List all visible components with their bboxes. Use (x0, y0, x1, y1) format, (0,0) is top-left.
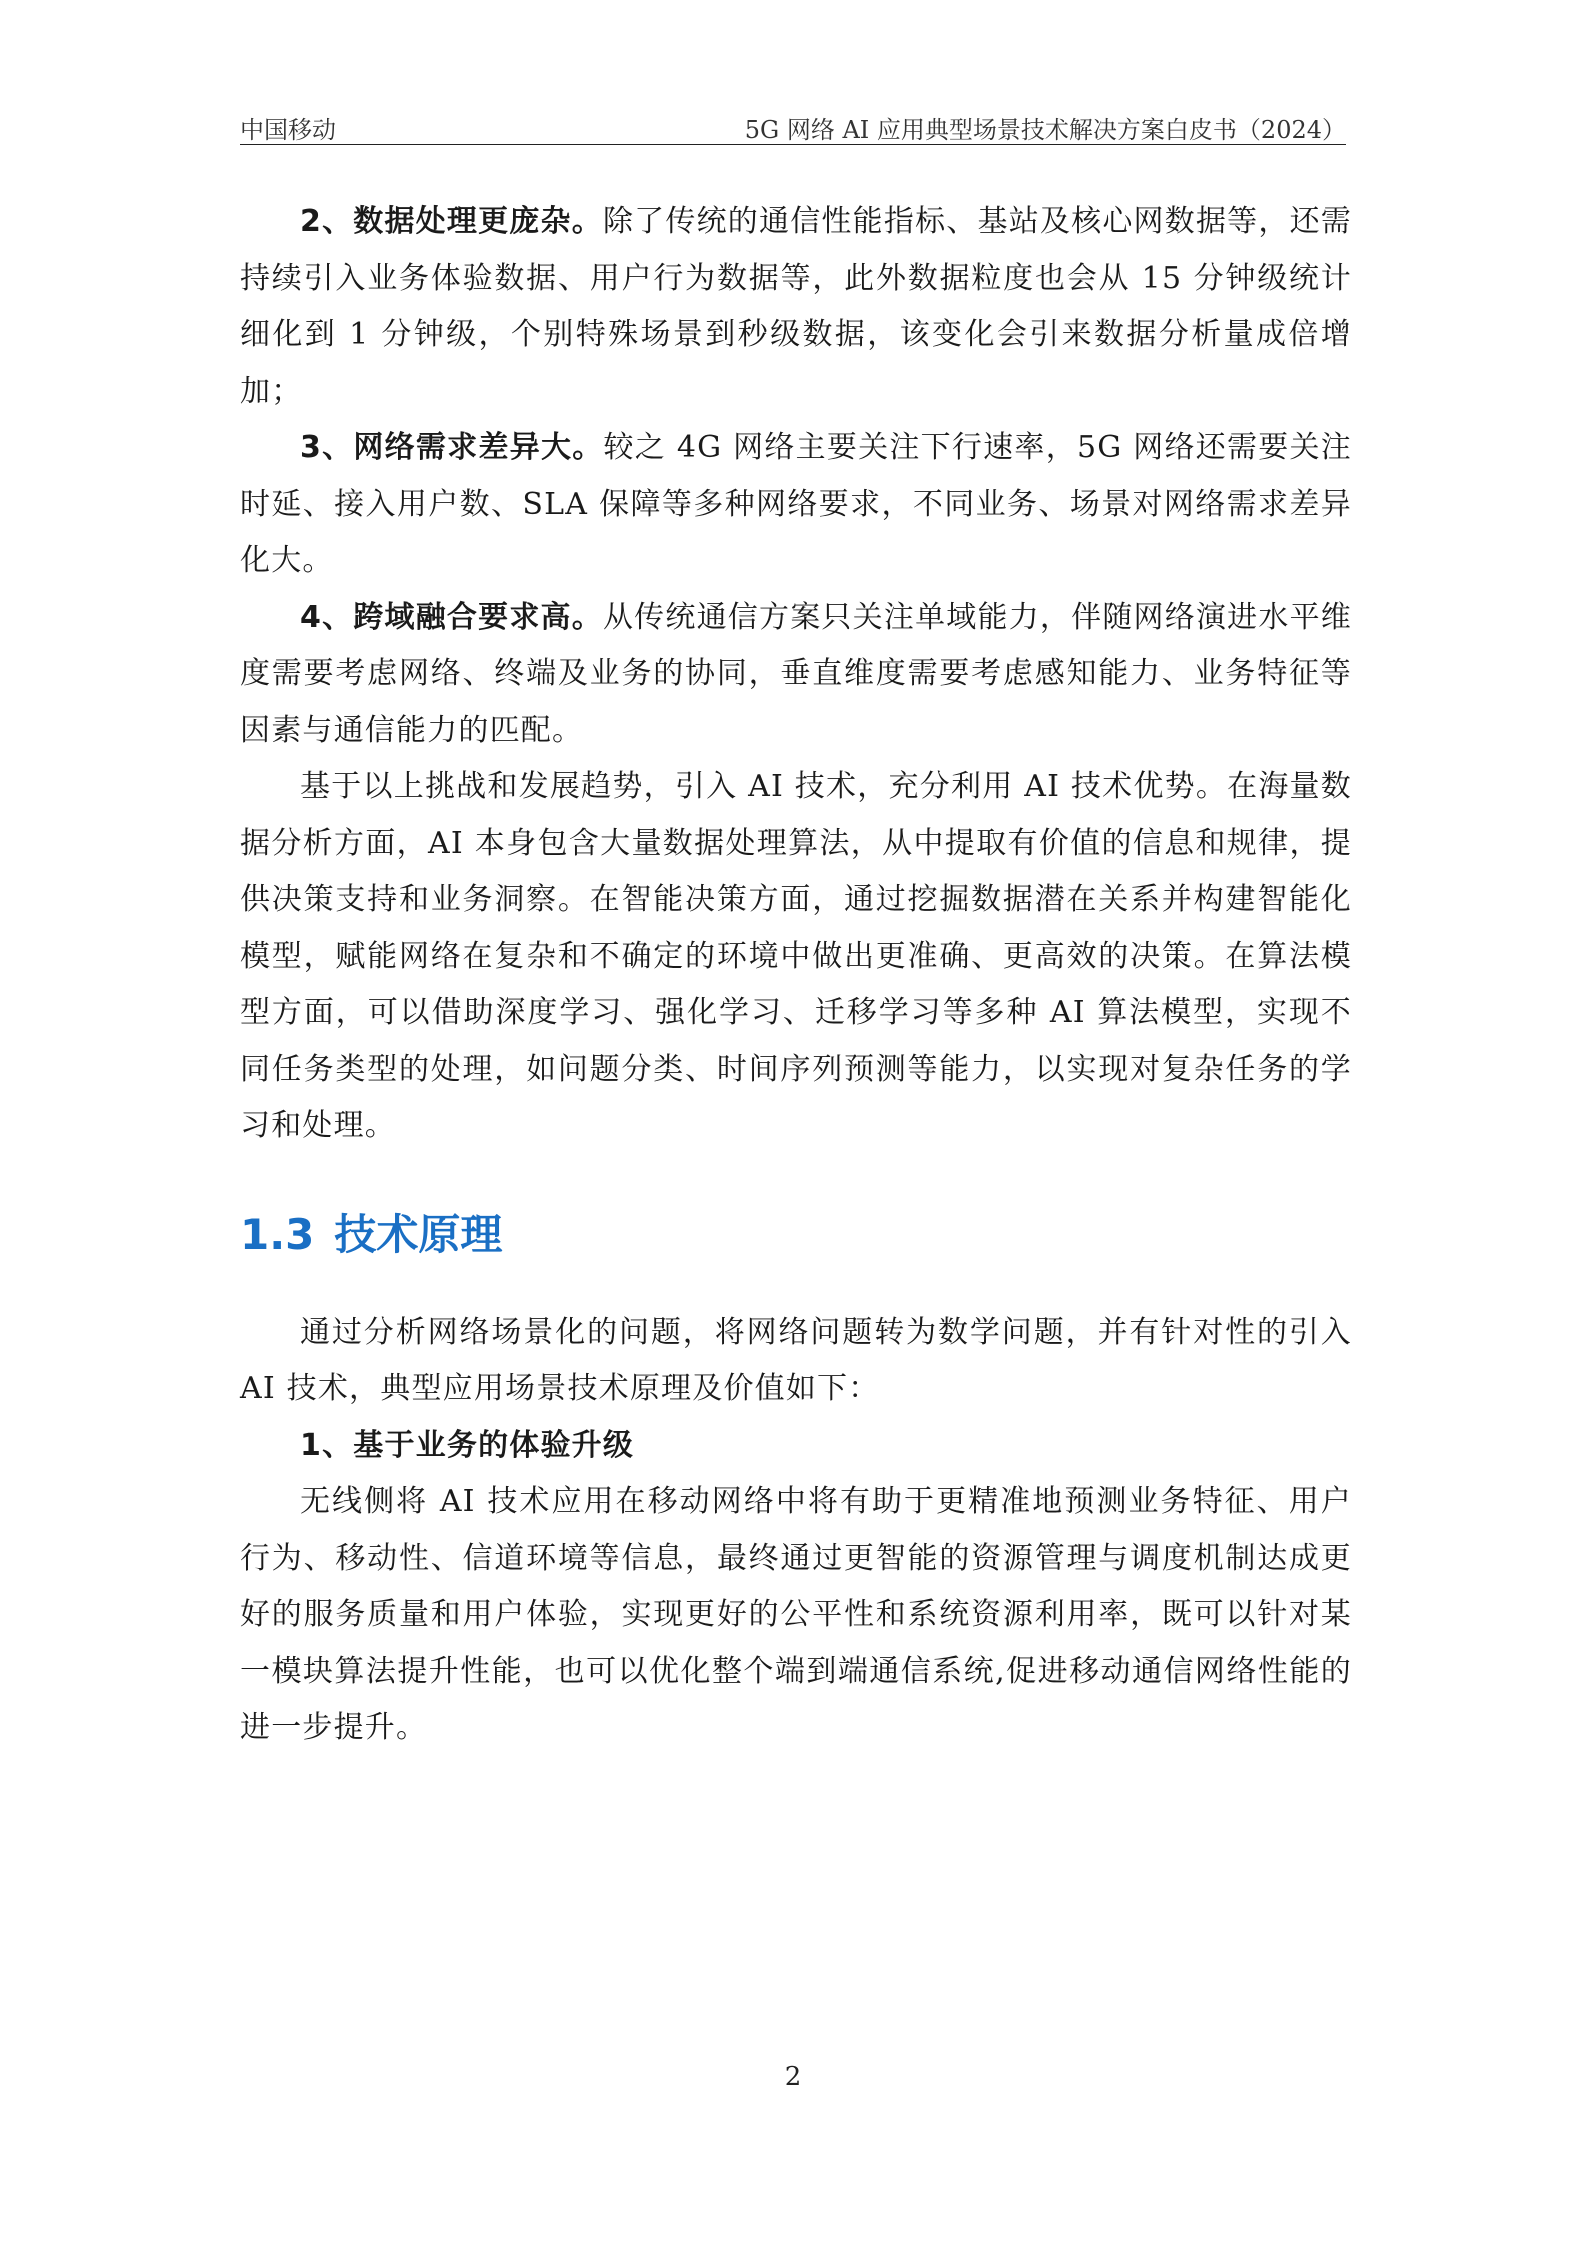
paragraph-text: 基于以上挑战和发展趋势，引入 AI 技术，充分利用 AI 技术优势。在海量数据分析方面，AI 本身包含大量数据处理算法，从中提取有价值的信息和规律，提供决策支持和业务洞察。在智能决策方面，通过挖掘数据潜在关系并构建智能化模型，赋能网络在复杂和不确定的环境中做出更准确、更高效的决策。在算法模型方面，可以借助深度学习、强化学习、迁移学习等多种 AI 算法模型，实现不同任务类型的处理，如问题分类、时间序列预测等能力，以实现对复杂任务的学习和处理。 (240, 769, 1352, 1143)
paragraph-text: 从传统通信方案只关注单域能力，伴随网络演进水平维度需要考虑网络、终端及业务的协同，垂直维度需要考虑感知能力、业务特征等因素与通信能力的匹配。 (240, 599, 1352, 748)
header-org: 中国移动 (240, 116, 336, 144)
subheading: 1、基于业务的体验升级 (300, 1427, 635, 1463)
paragraph-cross-domain (240, 590, 1352, 760)
paragraph-lead: 4、跨域融合要求高。 (300, 599, 603, 635)
paragraph-network-demand (240, 420, 1352, 590)
header-doc-title: 5G 网络 AI 应用典型场景技术解决方案白皮书（2024） (744, 116, 1346, 144)
section-heading (240, 1205, 1352, 1265)
page-content (240, 194, 1352, 1757)
paragraph-lead: 3、网络需求差异大。 (300, 430, 604, 465)
section-title: 技术原理 (334, 1209, 503, 1259)
paragraph-text: 较之 4G 网络主要关注下行速率，5G 网络还需要关注时延、接入用户数、SLA 保障等多种网络要求，不同业务、场景对网络需求差异化大。 (240, 430, 1352, 578)
page-header (240, 104, 1346, 145)
paragraph-section-intro: 通过分析网络场景化的问题，将网络问题转为数学问题，并有针对性的引入 AI 技术，典型应用场景技术原理及价值如下： (240, 1314, 1352, 1406)
section-number: 1.3 (240, 1209, 315, 1259)
paragraph-ai-intro (240, 759, 1352, 1155)
paragraph-text: 除了传统的通信性能指标、基站及核心网数据等，还需持续引入业务体验数据、用户行为数据等，此外数据粒度也会从 15 分钟级统计细化到 1 分钟级，个别特殊场景到秒级数据，该变化会引来数据分析量成倍增加； (240, 204, 1352, 409)
page-number: 2 (784, 2062, 802, 2092)
paragraph-data-processing (240, 194, 1352, 420)
paragraph-lead: 2、数据处理更庞杂。 (300, 204, 603, 239)
paragraph-body: 无线侧将 AI 技术应用在移动网络中将有助于更精准地预测业务特征、用户行为、移动性、信道环境等信息，最终通过更智能的资源管理与调度机制达成更好的服务质量和用户体验，实现更好的公平性和系统资源利用率，既可以针对某一模块算法提升性能，也可以优化整个端到端通信系统,促进移动通信网络性能的进一步提升。 (240, 1484, 1352, 1745)
